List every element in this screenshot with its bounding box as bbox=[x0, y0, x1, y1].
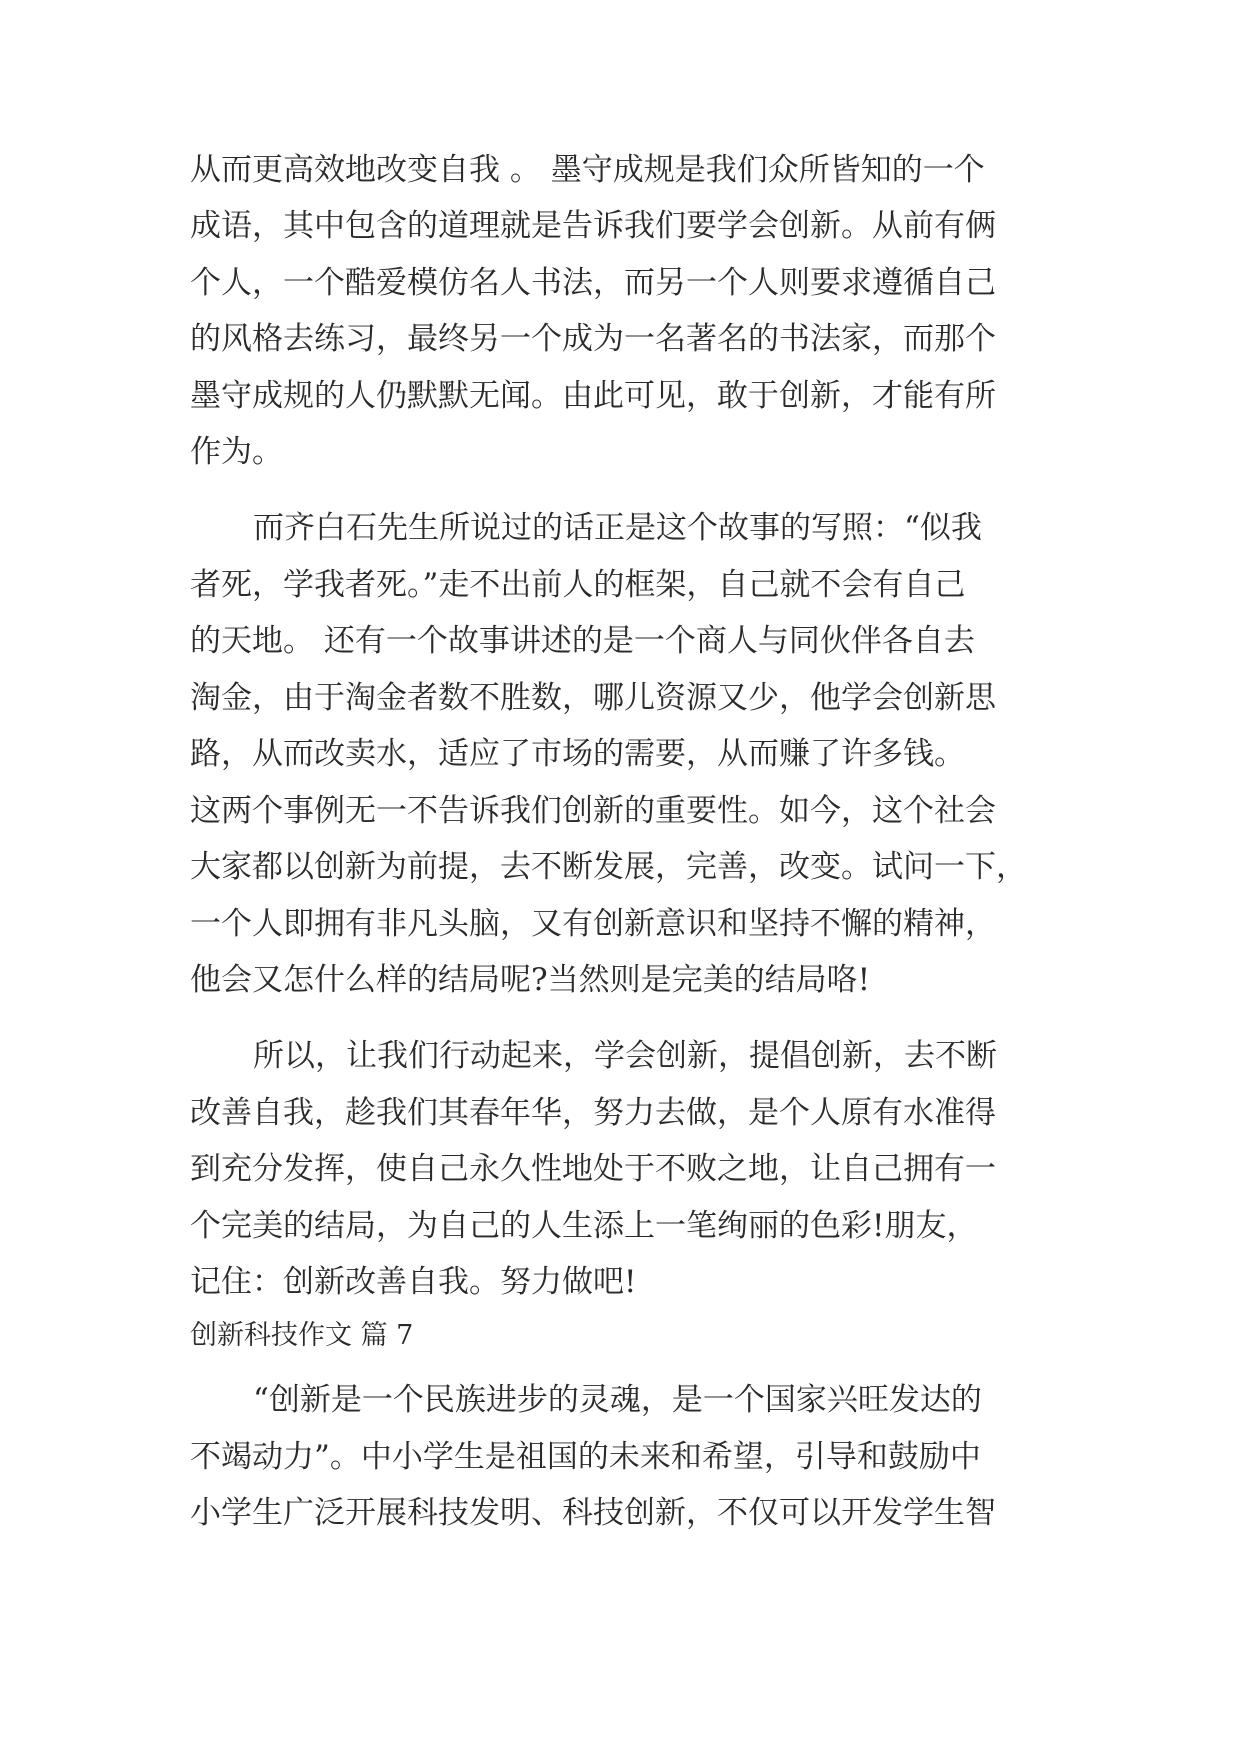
text-line: 者死，学我者死。”走不出前人的框架，自己就不会有自己 bbox=[190, 567, 966, 603]
text-line: 不竭动力”。中小学生是祖国的未来和希望，引导和鼓励中 bbox=[190, 1439, 981, 1475]
text-line: 从而更高效地改变自我 。 墨守成规是我们众所皆知的一个 bbox=[190, 152, 985, 188]
text-line: 所以，让我们行动起来，学会创新，提倡创新，去不断 bbox=[253, 1038, 997, 1074]
text-line: “创新是一个民族进步的灵魂，是一个国家兴旺发达的 bbox=[253, 1382, 982, 1418]
text-line: 而齐白石先生所说过的话正是这个故事的写照：“似我 bbox=[253, 510, 982, 546]
text-line: 个人，一个酷爱模仿名人书法，而另一个人则要求遵循自己 bbox=[190, 265, 996, 301]
text-line: 大家都以创新为前提，去不断发展，完善，改变。试问一下， bbox=[190, 849, 1027, 885]
text-line: 作为。 bbox=[190, 434, 283, 470]
text-line: 墨守成规的人仍默默无闻。由此可见，敢于创新，才能有所 bbox=[190, 378, 996, 414]
text-line: 小学生广泛开展科技发明、科技创新，不仅可以开发学生智 bbox=[190, 1495, 996, 1531]
text-line: 记住：创新改善自我。努力做吧! bbox=[190, 1264, 637, 1300]
text-line: 成语，其中包含的道理就是告诉我们要学会创新。从前有俩 bbox=[190, 208, 996, 244]
text-line: 的风格去练习，最终另一个成为一名著名的书法家，而那个 bbox=[190, 321, 996, 357]
text-line: 一个人即拥有非凡头脑，又有创新意识和坚持不懈的精神， bbox=[190, 906, 996, 942]
text-line: 到充分发挥，使自己永久性地处于不败之地，让自己拥有一 bbox=[190, 1151, 996, 1187]
text-line: 个完美的结局，为自己的人生添上一笔绚丽的色彩!朋友， bbox=[190, 1208, 978, 1244]
text-line: 他会又怎什么样的结局呢?当然则是完美的结局咯! bbox=[190, 962, 871, 998]
text-line: 这两个事例无一不告诉我们创新的重要性。如今，这个社会 bbox=[190, 793, 996, 829]
section-heading: 创新科技作文 篇 7 bbox=[190, 1320, 414, 1351]
text-line: 路，从而改卖水，适应了市场的需要，从而赚了许多钱。 bbox=[190, 736, 965, 772]
text-line: 的天地。 还有一个故事讲述的是一个商人与同伙伴各自去 bbox=[190, 623, 975, 659]
text-line: 淘金，由于淘金者数不胜数，哪儿资源又少，他学会创新思 bbox=[190, 680, 996, 716]
text-line: 改善自我，趁我们其春年华，努力去做，是个人原有水准得 bbox=[190, 1095, 996, 1131]
